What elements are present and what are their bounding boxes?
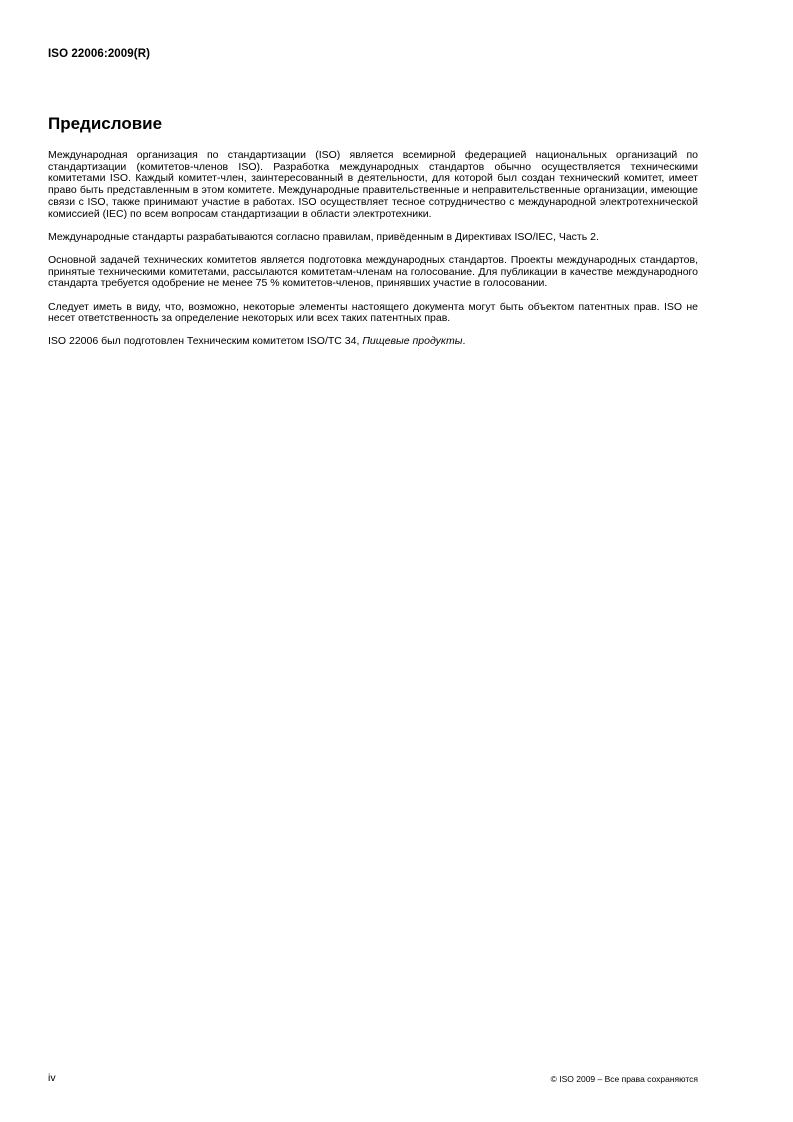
document-header: ISO 22006:2009(R) bbox=[48, 48, 151, 60]
foreword-paragraph-1: Международная организация по стандартизации (ISO) является всемирной федерацией национальных организаций по стандартизации (комитетов-членов ISO). Разработка международных стандартов обычно осуществляется техническими комитетами ISO. Каждый комитет-член, заинтересованный в деятельности, для которой был создан технический комитет, имеет право быть представленным в этом комитете. Международные правительственные и неправительственные организации, имеющие связи с ISO, также принимают участие в работах. ISO осуществляет тесное сотрудничество с международной электротехнической комиссией (IEC) по всем вопросам стандартизации в области электротехники. bbox=[48, 149, 698, 220]
foreword-body bbox=[48, 150, 698, 360]
copyright-notice: © ISO 2009 – Все права сохраняются bbox=[550, 1074, 698, 1084]
foreword-paragraph-3: Основной задачей технических комитетов является подготовка международных стандартов. Проекты международных стандартов, принятые техническими комитетами, рассылаются комитетам-членам на голосование. Для публикации в качестве международного стандарта требуется одобрение не менее 75 % комитетов-членов, принявших участие в голосовании. bbox=[48, 253, 698, 290]
sentence-end: . bbox=[462, 335, 466, 348]
preparation-statement: ISO 22006 был подготовлен Техническим комитетом ISO/TC 34, bbox=[48, 335, 363, 348]
committee-title: Пищевые продукты bbox=[362, 335, 463, 348]
foreword-paragraph-2: Международные стандарты разрабатываются согласно правилам, привёденным в Директивах ISO/IEC, Часть 2. bbox=[48, 230, 599, 243]
foreword-title: Предисловие bbox=[48, 114, 163, 133]
page-number: iv bbox=[48, 1072, 56, 1084]
foreword-paragraph-5 bbox=[48, 336, 698, 348]
foreword-paragraph-4: Следует иметь в виду, что, возможно, некоторые элементы настоящего документа могут быть объектом патентных прав. ISO не несет ответственность за определение некоторых или всех таких патентных прав. bbox=[48, 300, 698, 325]
